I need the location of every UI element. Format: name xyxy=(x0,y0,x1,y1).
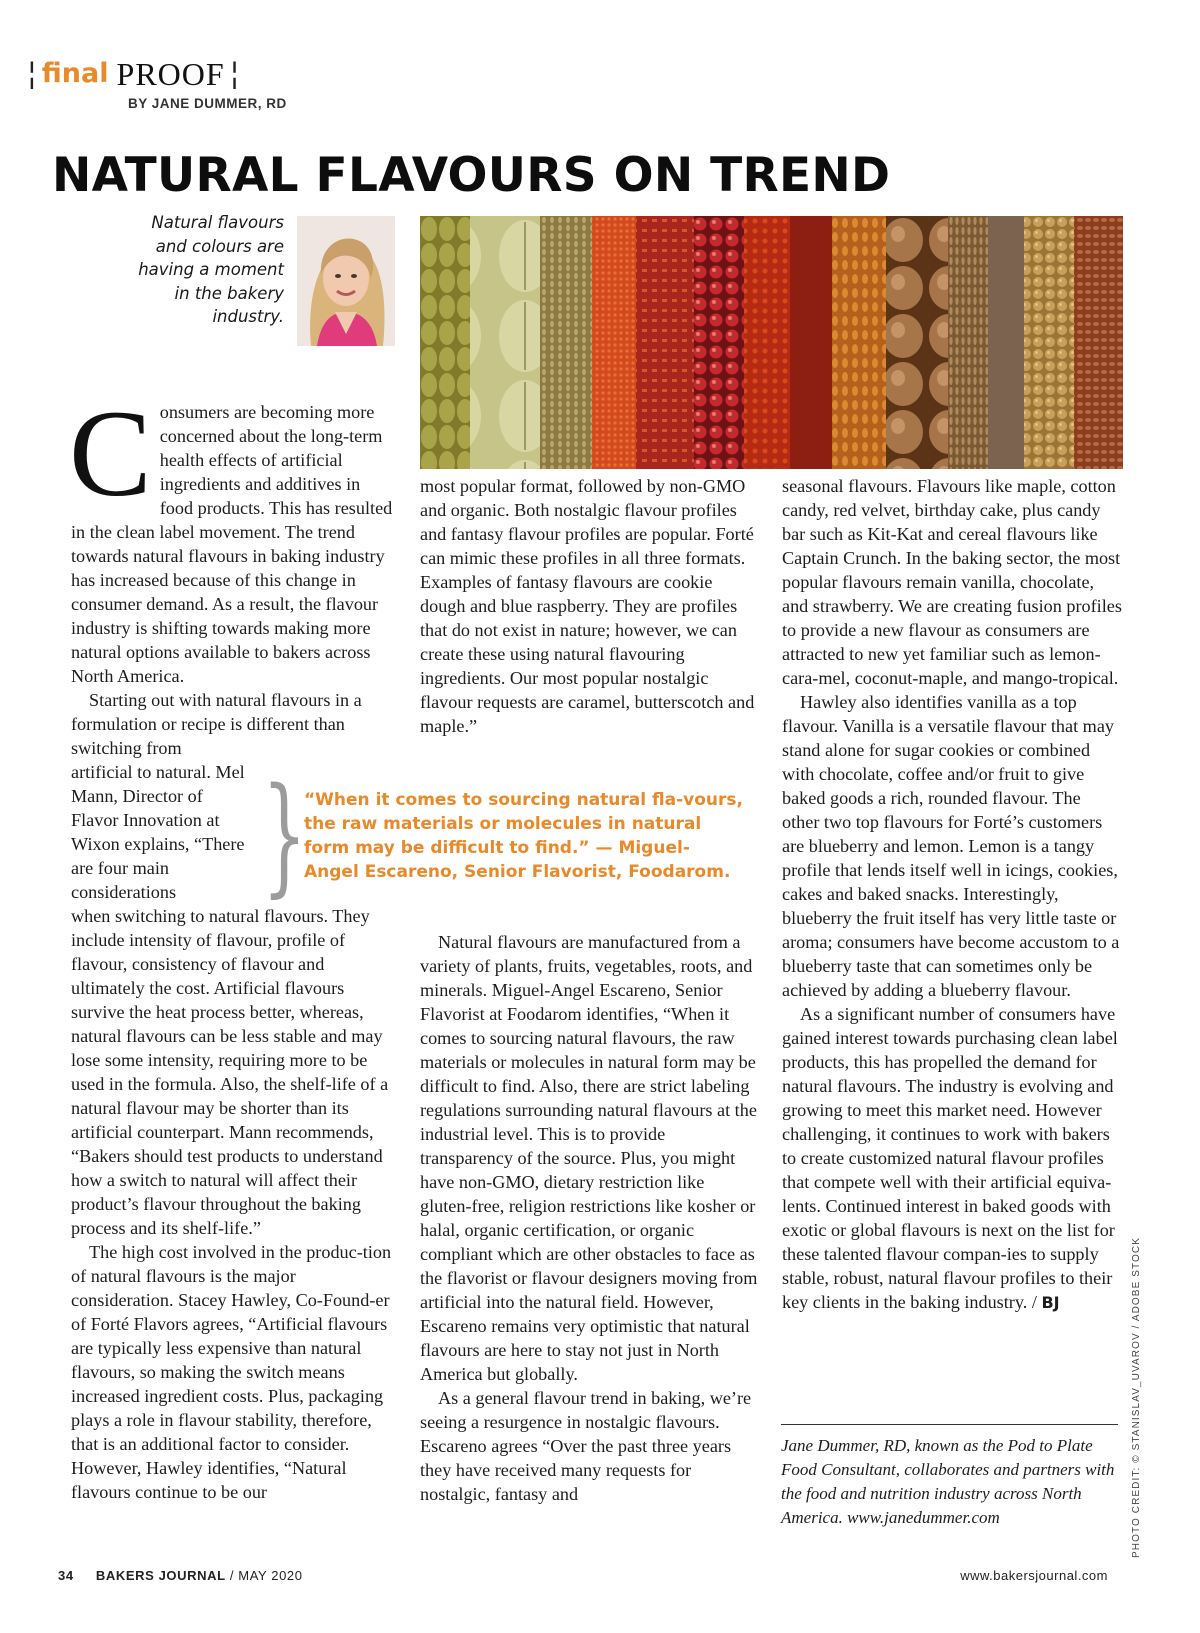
bio-divider xyxy=(781,1424,1118,1425)
paragraph: most popular format, followed by non-GMO and organic. Both nostalgic flavour profiles and fantasy flavour profiles are popular. Forté can mimic these profiles in all three formats. Examples of fantasy flavours are cookie dough and blue raspberry. They are profiles that do not exist in nature; however, we can create these using natural flavouring ingredients. Our most popular nostalgic flavour requests are caramel, butterscotch and maple.” xyxy=(420,476,755,736)
pull-quote-text: “When it comes to sourcing natural fla-vours, the raw materials or molecules in natural form may be difficult to find.” — Miguel-Angel Escareno, Senior Flavorist, Foodarom. xyxy=(304,790,743,882)
end-mark: BJ xyxy=(1041,1293,1060,1312)
section-kicker xyxy=(28,54,238,94)
paragraph: seasonal flavours. Flavours like maple, cotton candy, red velvet, birthday cake, plus candy bar such as Kit-Kat and cereal flavours like Captain Crunch. In the baking sector, the most popular flavours remain vanilla, chocolate, and strawberry. We are creating fusion profiles to provide a new flavour as consumers are attracted to new yet familiar such as lemon-cara-mel, coconut-maple, and mango-tropical. xyxy=(782,476,1122,688)
paragraph-text: As a significant number of consumers have gained interest towards purchasing clean label products, this has propelled the demand for natural flavours. The industry is evolving and growing to meet this market need. However challenging, it continues to work with bakers to create customized natural flavour profiles that compete well with their artificial equiva-lents. Continued interest in baked goods with exotic or global flavours is next on the list for these talented flavour compan-ies to supply stable, robust, natural flavour profiles to their key clients in the baking industry. xyxy=(782,1004,1118,1312)
column-2-bottom xyxy=(420,930,760,1506)
column-3 xyxy=(782,474,1122,1315)
paragraph: Hawley also identifies vanilla as a top flavour. Vanilla is a versatile flavour that may stand alone for sugar cookies or combined with chocolate, coffee and/or fruit to give baked goods a rich, rounded flavour. The other two top flavours for Forté’s customers are blueberry and lemon. Lemon is a tangy profile that lends itself well in icings, cookies, cakes and baked snacks. Interestingly, blueberry the fruit itself has very little taste or aroma; consumers have become accustom to a blueberry taste that can sometimes only be achieved by adding a blueberry flavour. xyxy=(782,692,1120,1000)
author-portrait xyxy=(297,216,395,346)
paragraph: As a general flavour trend in baking, we’re seeing a resurgence in nostalgic flavours. Escareno agrees “Over the past three years they have received many requests for nostalgic, fantasy and xyxy=(420,1388,752,1504)
website-link[interactable]: www.bakersjournal.com xyxy=(960,1568,1108,1583)
column-1 xyxy=(69,385,393,1504)
paragraph: The high cost involved in the produc-tion of natural flavours is the major consideration. Stacey Hawley, Co-Found-er of Forté Flavors agrees, “Artificial flavours are typically less expensive than natural flavours, so making the switch means increased ingredient costs. Plus, packaging plays a role in flavour stability, therefore, that is an additional factor to consider. However, Hawley identifies, “Natural flavours continue to be our xyxy=(71,1242,392,1502)
drop-cap: C xyxy=(69,385,152,522)
kicker-proof: PROOF xyxy=(116,56,225,92)
pull-quote xyxy=(262,761,743,910)
brace-ornament: } xyxy=(262,761,307,910)
issue-date: / MAY 2020 xyxy=(229,1568,303,1583)
kicker-divider-left: ¦ xyxy=(28,57,36,90)
publication-name: BAKERS JOURNAL xyxy=(95,1568,226,1583)
paragraph: when switching to natural flavours. They include intensity of flavour, profile of flavour, consistency of flavour and ultimately the cost. Artificial flavours survive the heat process better, whereas, natural flavours can be less stable and may lose some intensity, requiring more to be used in the formula. Also, the shelf-life of a natural flavour may be shorter than its artificial counterpart. Mann recommends, “Bakers should test products to understand how a switch to natural will affect their product’s flavour throughout the baking process and its shelf-life.” xyxy=(71,906,389,1238)
article-title: NATURAL FLAVOURS ON TREND xyxy=(52,148,891,203)
photo-credit: PHOTO CREDIT: © STANISLAV_UVAROV / ADOBE STOCK xyxy=(1131,1237,1142,1558)
page-number: 34 xyxy=(58,1568,74,1583)
paragraph-narrow: artificial to natural. Mel Mann, Director of Flavor Innovation at Wixon explains, “There are four main considerations xyxy=(71,762,245,902)
footer-left xyxy=(58,1568,303,1583)
kicker-final: final xyxy=(41,58,109,89)
spices-photo xyxy=(420,216,1123,469)
column-2-top xyxy=(420,474,760,738)
paragraph: Natural flavours are manufactured from a variety of plants, fruits, vegetables, roots, and minerals. Miguel-Angel Escareno, Senior Flavorist at Foodarom identifies, “When it comes to sourcing natural flavours, the raw materials or molecules in natural form may be difficult to find. Also, there are strict labeling regulations surrounding natural flavours at the industrial level. This is to provide transparency of the source. Plus, you might have non-GMO, dietary restriction like gluten-free, religion restrictions like kosher or halal, organic certification, or organic compliant which are other obstacles to face as the flavorist or flavour designers moving from artificial into the natural field. However, Escareno remains very optimistic that natural flavours are here to stay not just in North America but globally. xyxy=(420,932,758,1384)
article-deck: Natural flavours and colours are having a moment in the bakery industry. xyxy=(138,213,284,326)
kicker-divider-right: ¦ xyxy=(230,57,239,90)
end-mark-separator: / xyxy=(1027,1292,1042,1312)
author-bio: Jane Dummer, RD, known as the Pod to Plate Food Consultant, collaborates and partners with the food and nutrition industry across North America. www.janedummer.com xyxy=(781,1436,1115,1527)
byline: BY JANE DUMMER, RD xyxy=(128,96,287,111)
paragraph: Starting out with natural flavours in a formulation or recipe is different than switching from xyxy=(71,690,362,758)
paragraph: onsumers are becoming more concerned about the long-term health effects of artificial ingredients and additives in food products. This has resulted in the clean label movement. The trend towards natural flavours in baking industry has increased because of this change in consumer demand. As a result, the flavour industry is shifting towards making more natural options available to bakers across North America. xyxy=(71,402,393,686)
paragraph xyxy=(782,1002,1122,1315)
